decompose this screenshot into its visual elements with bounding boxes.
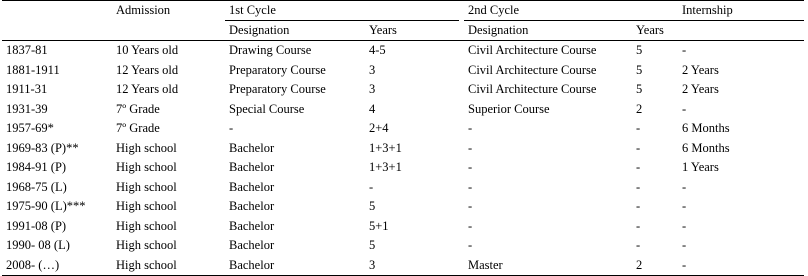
years-1-cell: 3 <box>369 62 376 77</box>
period-cell: 1984-91 (P) <box>6 160 67 174</box>
second-cycle-header: 2nd Cycle <box>464 1 678 21</box>
period-cell: 1968-75 (L) <box>6 179 67 194</box>
years-2-cell: - <box>636 199 641 213</box>
admission-cell: 12 Years old <box>116 62 179 77</box>
years-2-cell: - <box>636 121 641 135</box>
years-2-cell: 5 <box>636 62 643 77</box>
years-2-cell: 2 <box>636 101 643 116</box>
period-cell: 1911-31 <box>6 82 48 96</box>
admission-cell: High school <box>116 238 177 252</box>
admission-cell: 12 Years old <box>116 82 179 96</box>
first-cycle-header: 1st Cycle <box>225 1 459 21</box>
period-cell: 1990- 08 (L) <box>6 238 70 252</box>
period-group-header <box>2 1 112 21</box>
designation-2-cell: - <box>468 199 473 213</box>
period-cell: 1975-90 (L)*** <box>6 199 86 213</box>
internship-cell: 2 Years <box>682 82 719 96</box>
internship-cell: 6 Months <box>682 121 730 135</box>
internship-cell: - <box>682 199 687 213</box>
table-body <box>2 41 804 276</box>
designation-2-cell: Civil Architecture Course <box>468 62 597 77</box>
internship-cell: - <box>682 238 687 252</box>
table-row <box>2 197 804 217</box>
designation-1-cell: Preparatory Course <box>229 62 326 77</box>
years-1-cell: 5 <box>369 199 376 213</box>
designation-1-cell: Bachelor <box>229 218 275 233</box>
group-header-row <box>2 1 804 21</box>
years-2-cell: 5 <box>636 43 643 57</box>
admission-cell: High school <box>116 160 177 174</box>
years-2-cell: - <box>636 160 641 174</box>
designation-2-cell: - <box>468 179 473 194</box>
years-1-cell: 4 <box>369 101 376 116</box>
admission-cell: 10 Years old <box>116 43 179 57</box>
designation-2-header: Designation <box>464 21 632 41</box>
designation-1-cell: Bachelor <box>229 160 275 174</box>
years-2-cell: 2 <box>632 256 678 276</box>
years-1-header: Years <box>365 21 459 41</box>
years-2-cell: - <box>636 238 641 252</box>
years-1-cell: 3 <box>365 256 459 276</box>
admission-cell: High school <box>116 140 177 155</box>
designation-2-cell: - <box>468 140 473 155</box>
internship-cell: - <box>682 218 687 233</box>
years-2-cell: - <box>636 140 641 155</box>
designation-2-cell: - <box>468 218 473 233</box>
internship-cell: - <box>682 43 687 57</box>
admission-cell: 7º Grade <box>116 101 160 116</box>
sub-header-row <box>2 21 804 41</box>
years-1-cell: 3 <box>369 82 376 96</box>
period-cell: 1881-1911 <box>6 62 60 77</box>
years-1-cell: 5 <box>369 238 376 252</box>
years-1-cell: 4-5 <box>369 43 386 57</box>
period-cell: 1969-83 (P)** <box>6 140 79 155</box>
designation-1-header: Designation <box>225 21 365 41</box>
period-cell: 2008- (…) <box>2 256 112 276</box>
table-row <box>2 61 804 81</box>
years-2-cell: - <box>636 179 641 194</box>
designation-2-cell: Superior Course <box>468 101 550 116</box>
designation-1-cell: Bachelor <box>229 179 275 194</box>
years-1-cell: - <box>369 179 374 194</box>
designation-2-cell: - <box>468 238 473 252</box>
table-row <box>2 80 804 100</box>
designation-2-cell: - <box>468 121 473 135</box>
period-cell: 1931-39 <box>6 101 48 116</box>
admission-cell: High school <box>116 218 177 233</box>
table-row <box>2 217 804 237</box>
designation-2-cell: - <box>468 160 473 174</box>
admission-header: Admission <box>112 1 225 21</box>
internship-header: Internship <box>678 1 804 21</box>
admission-cell: High school <box>116 179 177 194</box>
designation-1-cell: Drawing Course <box>229 43 312 57</box>
years-1-cell: 5+1 <box>369 218 389 233</box>
designation-1-cell: - <box>229 121 234 135</box>
internship-cell: - <box>682 179 687 194</box>
table-row <box>2 256 804 276</box>
years-2-cell: - <box>636 218 641 233</box>
table-row <box>2 119 804 139</box>
years-2-header: Years <box>632 21 678 41</box>
table-row <box>2 139 804 159</box>
internship-cell: - <box>678 256 804 276</box>
period-cell: 1991-08 (P) <box>6 218 67 233</box>
internship-cell: 1 Years <box>682 160 719 174</box>
table-row <box>2 41 804 61</box>
designation-2-cell: Civil Architecture Course <box>468 43 597 57</box>
designation-1-cell: Bachelor <box>229 199 275 213</box>
designation-1-cell: Special Course <box>229 101 305 116</box>
designation-1-cell: Bachelor <box>229 140 275 155</box>
designation-1-cell: Preparatory Course <box>229 82 326 96</box>
internship-cell: 2 Years <box>682 62 719 77</box>
years-1-cell: 2+4 <box>369 121 389 135</box>
designation-1-cell: Bachelor <box>229 238 275 252</box>
designation-2-cell: Master <box>464 256 632 276</box>
table-row <box>2 178 804 198</box>
admission-cell: 7º Grade <box>116 121 160 135</box>
table-row <box>2 100 804 120</box>
years-2-cell: 5 <box>636 82 643 96</box>
years-1-cell: 1+3+1 <box>369 140 402 155</box>
table-row <box>2 236 804 256</box>
period-cell: 1837-81 <box>6 43 48 57</box>
designation-2-cell: Civil Architecture Course <box>468 82 597 96</box>
period-cell: 1957-69* <box>6 121 54 135</box>
table-row <box>2 158 804 178</box>
internship-cell: - <box>682 101 687 116</box>
designation-1-cell: Bachelor <box>225 256 365 276</box>
admission-cell: High school <box>112 256 225 276</box>
curriculum-history-table <box>2 0 804 276</box>
admission-cell: High school <box>116 199 177 213</box>
years-1-cell: 1+3+1 <box>369 160 402 174</box>
internship-cell: 6 Months <box>682 140 730 155</box>
